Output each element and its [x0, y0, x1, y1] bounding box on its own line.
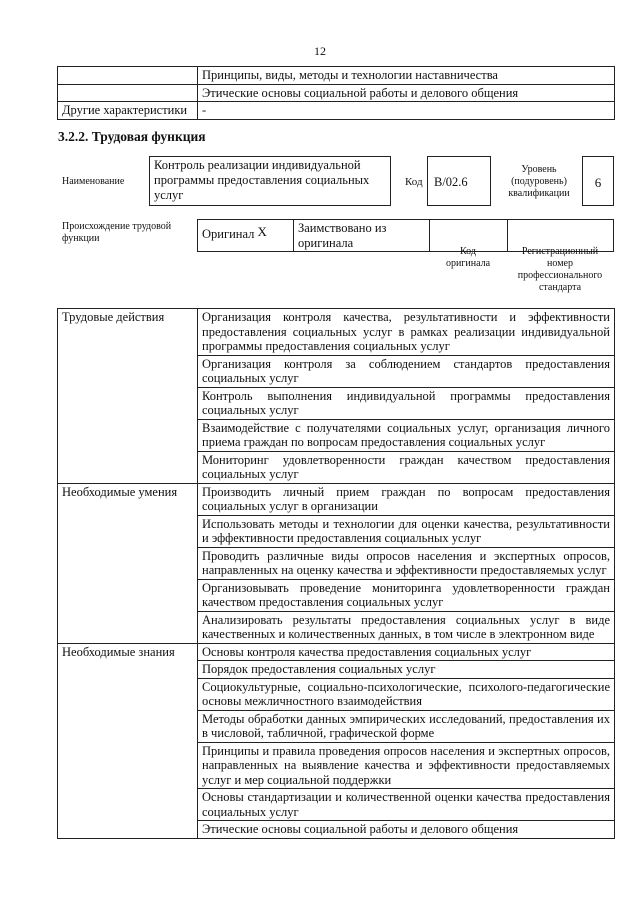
section-item: Принципы и правила проведения опросов населения и экспертных опросов, направленных на выявление качества и эффективности предоставляемых услуг и мер социальной поддержки	[198, 742, 615, 789]
code-value: В/02.6	[427, 156, 491, 206]
code-caption: Код оригинала	[445, 246, 491, 269]
section-item: Основы стандартизации и количественной оценки качества предоставления социальных услуг	[198, 789, 615, 821]
borrowed-label: Заимствовано из оригинала	[294, 220, 430, 252]
original-mark: X	[254, 220, 294, 252]
original-label: Оригинал	[198, 220, 254, 252]
section-label: Необходимые знания	[58, 643, 198, 838]
page-number: 12	[314, 44, 326, 58]
table-row	[58, 309, 615, 356]
level-label: Уровень (подуровень) квалификации	[508, 164, 570, 199]
name-label: Наименование	[62, 176, 125, 187]
name-value: Контроль реализации индивидуальной программы предоставления социальных услуг	[149, 156, 391, 206]
section-item: Организовывать проведение мониторинга удовлетворенности граждан качеством предоставления социальных услуг	[198, 579, 615, 611]
section-title: 3.2.2. Трудовая функция	[58, 129, 206, 144]
section-item: Этические основы социальной работы и делового общения	[198, 821, 615, 839]
section-item: Контроль выполнения индивидуальной программы предоставления социальных услуг	[198, 387, 615, 419]
table-row	[58, 84, 615, 102]
row-label: Другие характеристики	[58, 102, 198, 120]
row-value: Этические основы социальной работы и делового общения	[198, 84, 615, 102]
section-item: Мониторинг удовлетворенности граждан качеством предоставления социальных услуг	[198, 451, 615, 483]
section-item: Порядок предоставления социальных услуг	[198, 661, 615, 679]
reg-caption: Регистрационный номер профессионального стандарта	[517, 246, 603, 293]
table-row	[58, 483, 615, 515]
section-item: Проводить различные виды опросов населения и экспертных опросов, направленных на оценку качества и эффективности предоставляемых услуг	[198, 547, 615, 579]
row-label	[58, 67, 198, 85]
section-label: Необходимые умения	[58, 483, 198, 643]
main-table	[57, 308, 615, 839]
section-item: Основы контроля качества предоставления социальных услуг	[198, 643, 615, 661]
section-label: Трудовые действия	[58, 309, 198, 484]
level-value: 6	[582, 156, 614, 206]
section-item: Организация контроля за соблюдением стандартов предоставления социальных услуг	[198, 355, 615, 387]
section-item: Организация контроля качества, результативности и эффективности предоставления социальных услуг в рамках реализации индивидуальной программы предоставления социальных услуг	[198, 309, 615, 356]
section-item: Производить личный прием граждан по вопросам предоставления социальных услуг в организации	[198, 483, 615, 515]
table-row	[58, 67, 615, 85]
top-table	[57, 66, 615, 120]
section-item: Взаимодействие с получателями социальных услуг, организация личного приема граждан по вопросам предоставления социальных услуг	[198, 419, 615, 451]
table-row	[58, 102, 615, 120]
code-label: Код	[405, 176, 423, 188]
row-label	[58, 84, 198, 102]
origin-label: Происхождение трудовой функции	[62, 221, 172, 244]
section-item: Анализировать результаты предоставления социальных услуг в виде качественных и количественных данных, в том числе в электронном виде	[198, 611, 615, 643]
section-item: Социокультурные, социально-психологические, психолого-педагогические основы межличностного взаимодействия	[198, 678, 615, 710]
section-item: Методы обработки данных эмпирических исследований, предоставления их в числовой, табличной, графической форме	[198, 710, 615, 742]
row-value: Принципы, виды, методы и технологии наставничества	[198, 67, 615, 85]
table-row	[58, 643, 615, 661]
row-value: -	[198, 102, 615, 120]
section-item: Использовать методы и технологии для оценки качества, результативности и эффективности предоставления социальных услуг	[198, 515, 615, 547]
